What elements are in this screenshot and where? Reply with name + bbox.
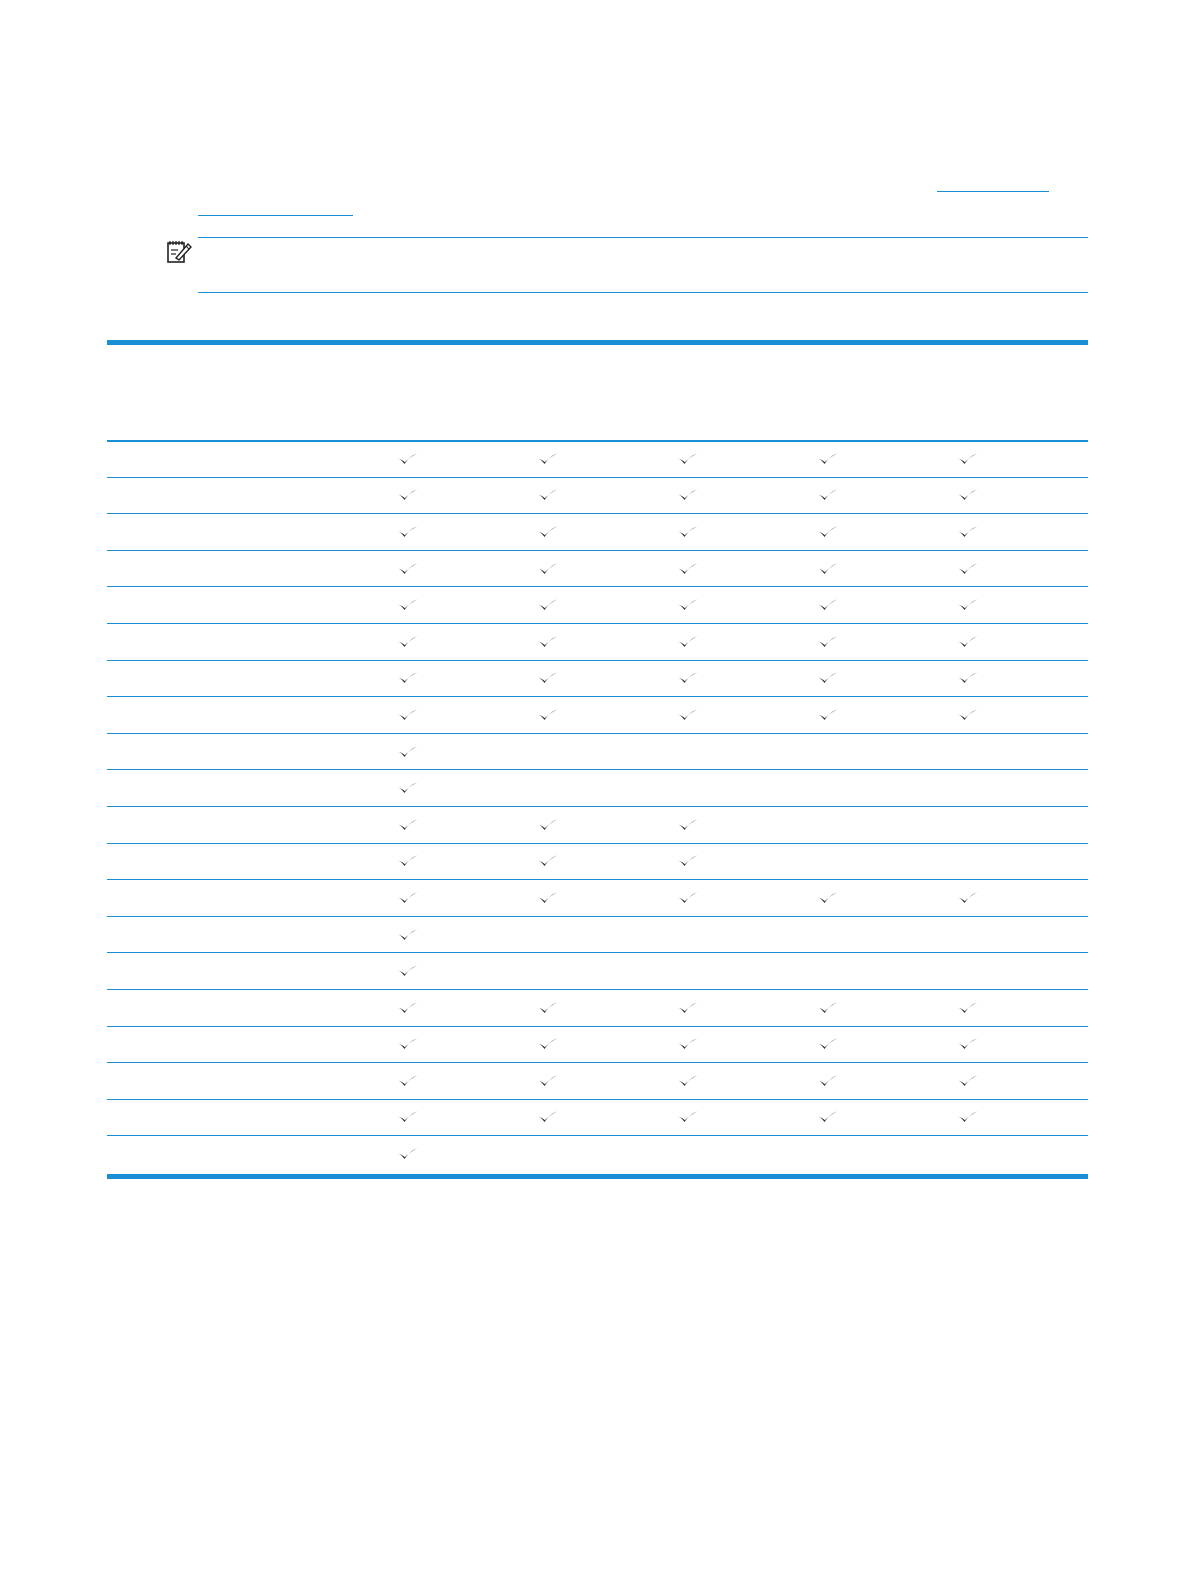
table-cell	[388, 844, 428, 880]
table-cell	[668, 807, 708, 843]
table-row	[107, 586, 1088, 623]
checkmark-icon	[677, 1074, 699, 1088]
table-cell	[948, 734, 988, 770]
table-cell	[388, 624, 428, 660]
table-cell	[948, 880, 988, 916]
table-row	[107, 916, 1088, 953]
checkmark-icon	[537, 562, 559, 576]
table-cell	[808, 661, 848, 697]
table-cell	[388, 697, 428, 733]
table-cell	[388, 1136, 428, 1172]
table-cell	[808, 990, 848, 1026]
table-cell	[668, 551, 708, 587]
table-row	[107, 806, 1088, 843]
checkmark-icon	[397, 1110, 419, 1124]
table-cell	[668, 697, 708, 733]
checkmark-icon	[677, 488, 699, 502]
table-cell	[668, 1027, 708, 1063]
table-cell	[948, 551, 988, 587]
checkmark-icon	[537, 525, 559, 539]
table-row	[107, 623, 1088, 660]
table-row	[107, 843, 1088, 880]
table-cell	[528, 1100, 568, 1136]
checkmark-icon	[397, 598, 419, 612]
table-cell	[808, 442, 848, 477]
table-cell	[808, 917, 848, 953]
checkmark-icon	[537, 818, 559, 832]
checkmark-icon	[817, 488, 839, 502]
table-row	[107, 733, 1088, 770]
table-cell	[528, 1027, 568, 1063]
table-cell	[948, 624, 988, 660]
checkmark-icon	[397, 562, 419, 576]
table-cell	[388, 770, 428, 806]
checkmark-icon	[817, 671, 839, 685]
table-cell	[948, 514, 988, 550]
table-row	[107, 1062, 1088, 1099]
checkmark-icon	[677, 854, 699, 868]
table-cell	[808, 770, 848, 806]
table-cell	[388, 478, 428, 514]
checkmark-icon	[537, 671, 559, 685]
checkmark-icon	[817, 562, 839, 576]
table-bottom-border	[107, 1174, 1088, 1179]
checkmark-icon	[397, 1147, 419, 1161]
table-cell	[528, 661, 568, 697]
table-cell	[388, 1063, 428, 1099]
checkmark-icon	[677, 635, 699, 649]
checkmark-icon	[537, 891, 559, 905]
table-cell	[948, 1100, 988, 1136]
table-cell	[388, 661, 428, 697]
checkmark-icon	[397, 452, 419, 466]
table-cell	[808, 953, 848, 989]
table-row	[107, 1135, 1088, 1172]
checkmark-icon	[957, 635, 979, 649]
checkmark-icon	[397, 671, 419, 685]
table-cell	[808, 624, 848, 660]
table-cell	[948, 807, 988, 843]
note-bottom-rule	[198, 292, 1088, 293]
table-row	[107, 989, 1088, 1026]
table-cell	[388, 734, 428, 770]
table-cell	[528, 697, 568, 733]
table-row	[107, 879, 1088, 916]
checkmark-icon	[817, 525, 839, 539]
note-top-rule	[198, 237, 1088, 238]
checkmark-icon	[397, 781, 419, 795]
table-cell	[948, 442, 988, 477]
checkmark-icon	[537, 1110, 559, 1124]
table-cell	[948, 697, 988, 733]
checkmark-icon	[537, 452, 559, 466]
table-cell	[808, 551, 848, 587]
checkmark-icon	[677, 525, 699, 539]
checkmark-icon	[817, 598, 839, 612]
table-cell	[668, 880, 708, 916]
table-cell	[668, 953, 708, 989]
table-cell	[668, 478, 708, 514]
table-cell	[808, 844, 848, 880]
table-cell	[948, 478, 988, 514]
checkmark-icon	[677, 1001, 699, 1015]
table-row	[107, 1099, 1088, 1136]
checkmark-icon	[677, 598, 699, 612]
table-cell	[528, 844, 568, 880]
checkmark-icon	[537, 1001, 559, 1015]
checkmark-icon	[817, 1037, 839, 1051]
table-cell	[948, 770, 988, 806]
table-cell	[528, 587, 568, 623]
checkmark-icon	[397, 891, 419, 905]
checkmark-icon	[397, 635, 419, 649]
table-cell	[528, 514, 568, 550]
table-row	[107, 440, 1088, 477]
table-cell	[528, 551, 568, 587]
table-row	[107, 1026, 1088, 1063]
table-cell	[808, 478, 848, 514]
checkmark-icon	[397, 708, 419, 722]
table-cell	[388, 953, 428, 989]
table-cell	[948, 844, 988, 880]
table-cell	[808, 1100, 848, 1136]
checkmark-icon	[397, 1001, 419, 1015]
checkmark-icon	[677, 818, 699, 832]
checkmark-icon	[397, 1074, 419, 1088]
checkmark-icon	[677, 891, 699, 905]
table-cell	[948, 587, 988, 623]
table-cell	[388, 1100, 428, 1136]
table-cell	[948, 917, 988, 953]
table-top-border	[107, 340, 1088, 345]
checkmark-icon	[397, 928, 419, 942]
table-cell	[948, 1136, 988, 1172]
checkmark-icon	[817, 708, 839, 722]
table-cell	[668, 1100, 708, 1136]
table-cell	[528, 442, 568, 477]
checkmark-icon	[957, 671, 979, 685]
checkmark-icon	[817, 1110, 839, 1124]
table-cell	[808, 807, 848, 843]
checkmark-icon	[537, 854, 559, 868]
checkmark-icon	[957, 525, 979, 539]
checkmark-icon	[397, 745, 419, 759]
table-cell	[808, 1136, 848, 1172]
table-cell	[668, 917, 708, 953]
table-cell	[528, 880, 568, 916]
table-cell	[668, 844, 708, 880]
table-cell	[668, 624, 708, 660]
table-row	[107, 769, 1088, 806]
table-cell	[388, 514, 428, 550]
table-cell	[668, 734, 708, 770]
table-cell	[808, 880, 848, 916]
support-table	[107, 440, 1088, 1172]
note-pencil-icon	[166, 238, 192, 264]
table-cell	[528, 953, 568, 989]
checkmark-icon	[537, 1037, 559, 1051]
checkmark-icon	[677, 562, 699, 576]
checkmark-icon	[817, 635, 839, 649]
checkmark-icon	[677, 1037, 699, 1051]
table-cell	[388, 587, 428, 623]
table-cell	[388, 880, 428, 916]
link-underline-1[interactable]	[937, 191, 1049, 192]
checkmark-icon	[677, 708, 699, 722]
table-cell	[668, 587, 708, 623]
table-cell	[948, 953, 988, 989]
table-cell	[808, 1063, 848, 1099]
table-cell	[808, 514, 848, 550]
checkmark-icon	[537, 1074, 559, 1088]
table-row	[107, 477, 1088, 514]
table-cell	[528, 624, 568, 660]
table-cell	[388, 442, 428, 477]
checkmark-icon	[817, 891, 839, 905]
table-cell	[668, 1063, 708, 1099]
table-row	[107, 550, 1088, 587]
checkmark-icon	[537, 598, 559, 612]
table-cell	[808, 587, 848, 623]
table-cell	[668, 1136, 708, 1172]
table-cell	[528, 917, 568, 953]
table-row	[107, 952, 1088, 989]
checkmark-icon	[957, 708, 979, 722]
table-cell	[528, 1063, 568, 1099]
table-cell	[668, 661, 708, 697]
checkmark-icon	[957, 1001, 979, 1015]
checkmark-icon	[537, 488, 559, 502]
checkmark-icon	[817, 1001, 839, 1015]
table-cell	[388, 551, 428, 587]
checkmark-icon	[397, 488, 419, 502]
checkmark-icon	[397, 854, 419, 868]
table-cell	[528, 1136, 568, 1172]
table-cell	[528, 478, 568, 514]
checkmark-icon	[817, 452, 839, 466]
checkmark-icon	[677, 452, 699, 466]
checkmark-icon	[957, 452, 979, 466]
table-cell	[528, 770, 568, 806]
checkmark-icon	[957, 488, 979, 502]
checkmark-icon	[957, 1074, 979, 1088]
checkmark-icon	[677, 1110, 699, 1124]
checkmark-icon	[957, 562, 979, 576]
checkmark-icon	[397, 1037, 419, 1051]
table-cell	[808, 734, 848, 770]
table-cell	[948, 1063, 988, 1099]
checkmark-icon	[397, 818, 419, 832]
checkmark-icon	[537, 708, 559, 722]
link-underline-2[interactable]	[198, 215, 353, 216]
table-row	[107, 513, 1088, 550]
checkmark-icon	[957, 1110, 979, 1124]
table-cell	[948, 1027, 988, 1063]
table-cell	[388, 807, 428, 843]
table-cell	[528, 734, 568, 770]
table-cell	[388, 1027, 428, 1063]
table-cell	[668, 514, 708, 550]
checkmark-icon	[957, 1037, 979, 1051]
checkmark-icon	[537, 635, 559, 649]
table-cell	[668, 770, 708, 806]
table-cell	[808, 697, 848, 733]
table-cell	[388, 917, 428, 953]
table-cell	[948, 990, 988, 1026]
checkmark-icon	[957, 598, 979, 612]
table-row	[107, 660, 1088, 697]
checkmark-icon	[677, 671, 699, 685]
table-cell	[948, 661, 988, 697]
table-cell	[808, 1027, 848, 1063]
checkmark-icon	[957, 891, 979, 905]
checkmark-icon	[817, 1074, 839, 1088]
table-cell	[668, 990, 708, 1026]
table-cell	[388, 990, 428, 1026]
table-cell	[528, 990, 568, 1026]
checkmark-icon	[397, 964, 419, 978]
checkmark-icon	[397, 525, 419, 539]
table-row	[107, 696, 1088, 733]
table-cell	[528, 807, 568, 843]
table-cell	[668, 442, 708, 477]
